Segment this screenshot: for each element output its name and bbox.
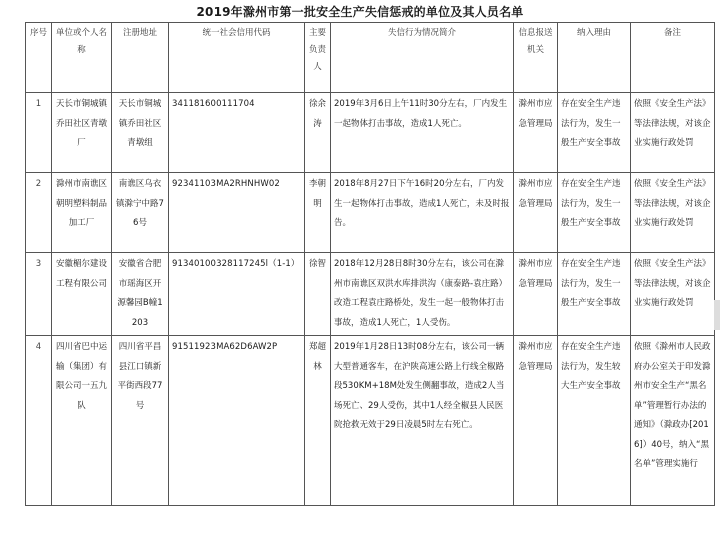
row-code: 92341103MA2RHNHW02 (169, 173, 305, 253)
table-row (26, 173, 715, 253)
blacklist-table (25, 22, 715, 506)
row-no: 4 (26, 336, 52, 506)
row-note: 依照《安全生产法》等法律法规，对该企业实施行政处罚 (631, 93, 715, 173)
header-note: 备注 (631, 23, 715, 93)
header-desc: 失信行为情况简介 (331, 23, 514, 93)
row-desc: 2019年3月6日上午11时30分左右，厂内发生一起物体打击事故，造成1人死亡。 (331, 93, 514, 173)
row-reason: 存在安全生产违法行为，发生一般生产安全事故 (558, 253, 631, 336)
row-code: 91511923MA62D6AW2P (169, 336, 305, 506)
row-person: 郑超林 (305, 336, 331, 506)
row-address: 安徽省合肥市瑶海区开源馨园B幢1203 (112, 253, 169, 336)
row-reason: 存在安全生产违法行为，发生一般生产安全事故 (558, 93, 631, 173)
row-note: 依照《安全生产法》等法律法规，对该企业实施行政处罚 (631, 173, 715, 253)
row-dept: 滁州市应急管理局 (514, 253, 558, 336)
header-no: 序号 (26, 23, 52, 93)
row-reason: 存在安全生产违法行为，发生一般生产安全事故 (558, 173, 631, 253)
table-row (26, 253, 715, 336)
row-dept: 滁州市应急管理局 (514, 173, 558, 253)
row-desc: 2019年1月28日13时08分左右，该公司一辆大型普通客车，在沪陕高速公路上行线全椒路段530KM+18M处发生侧翻事故，造成2人当场死亡、29人受伤，其中1人经全椒县人民医院抢救无效于29日凌晨5时左右死亡。 (331, 336, 514, 506)
row-code: 91340100328117245l（1-1） (169, 253, 305, 336)
row-unit: 滁州市南谯区朝明塑料制品加工厂 (52, 173, 112, 253)
header-dept: 信息报送机关 (514, 23, 558, 93)
row-note: 依照《安全生产法》等法律法规，对该企业实施行政处罚 (631, 253, 715, 336)
row-dept: 滁州市应急管理局 (514, 93, 558, 173)
row-dept: 滁州市应急管理局 (514, 336, 558, 506)
header-unit: 单位或个人名称 (52, 23, 112, 93)
row-unit: 四川省巴中运输（集团）有限公司一五九队 (52, 336, 112, 506)
row-no: 1 (26, 93, 52, 173)
row-desc: 2018年8月27日下午16时20分左右，厂内发生一起物体打击事故，造成1人死亡，未及时报告。 (331, 173, 514, 253)
header-code: 统一社会信用代码 (169, 23, 305, 93)
row-unit: 天长市铜城镇乔田社区青墩厂 (52, 93, 112, 173)
row-reason: 存在安全生产违法行为，发生较大生产安全事故 (558, 336, 631, 506)
row-address: 天长市铜城镇乔田社区青墩组 (112, 93, 169, 173)
header-person: 主要负责人 (305, 23, 331, 93)
row-note: 依照《滁州市人民政府办公室关于印发滁州市安全生产“黑名单”管理暂行办法的通知》（滁政办[2016]）40号，纳入“黑名单”管理实施行 (631, 336, 715, 506)
header-reason: 纳入理由 (558, 23, 631, 93)
page-edge-shadow (714, 300, 720, 330)
row-person: 徐余涛 (305, 93, 331, 173)
table-row (26, 93, 715, 173)
page-title: 2019年滁州市第一批安全生产失信惩戒的单位及其人员名单 (196, 5, 524, 19)
row-person: 徐智 (305, 253, 331, 336)
row-no: 2 (26, 173, 52, 253)
row-address: 南谯区乌衣镇滁宁中路76号 (112, 173, 169, 253)
header-row (26, 23, 715, 93)
table-row (26, 336, 715, 506)
row-code: 341181600111704 (169, 93, 305, 173)
header-address: 注册地址 (112, 23, 169, 93)
row-address: 四川省平昌县江口镇新平街西段77号 (112, 336, 169, 506)
row-person: 李朝明 (305, 173, 331, 253)
row-unit: 安徽楣尔建设工程有限公司 (52, 253, 112, 336)
row-desc: 2018年12月28日8时30分左右，该公司在滁州市南谯区双洪水库排洪沟（康泰路-袁庄路）改造工程袁庄路桥处，发生一起一般物体打击事故，造成1人死亡，1人受伤。 (331, 253, 514, 336)
row-no: 3 (26, 253, 52, 336)
